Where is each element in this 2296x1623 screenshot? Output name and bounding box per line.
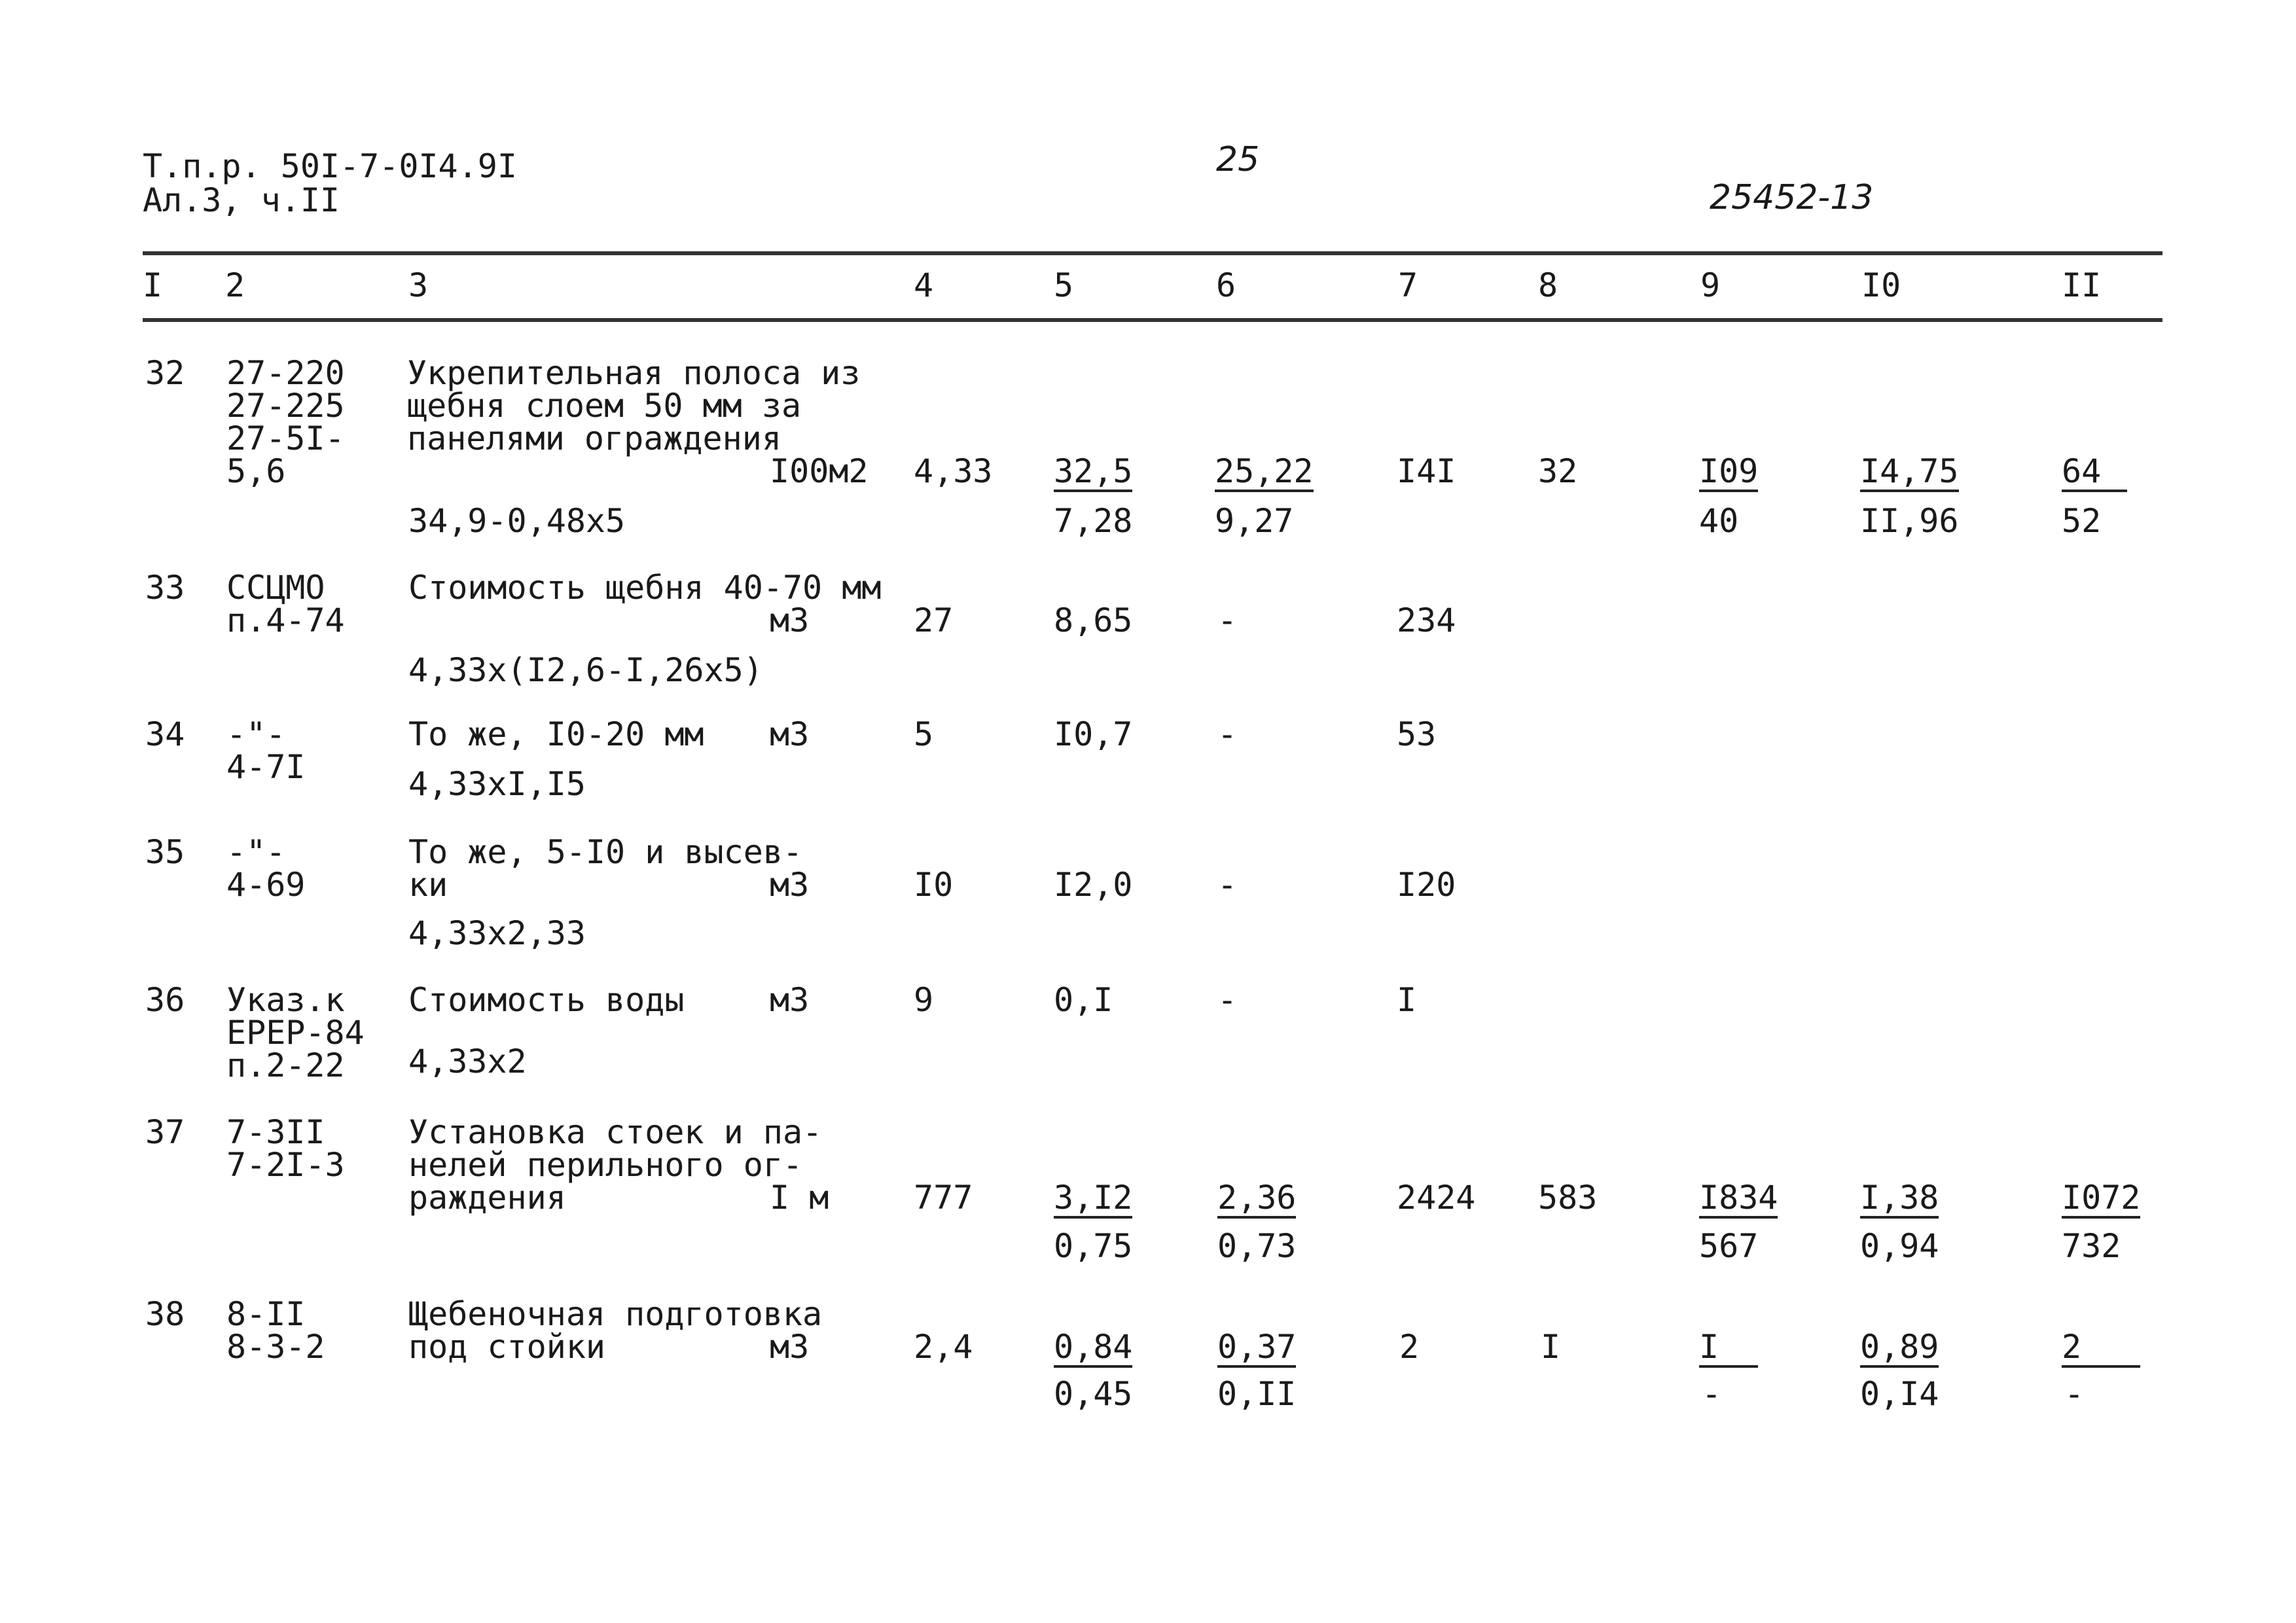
unit-cost: 3,I2 [1054, 1181, 1132, 1219]
unit-machine-cost: - [1217, 715, 1238, 753]
norm-code: 8-II [226, 1295, 306, 1333]
unit: I00м2 [770, 452, 869, 490]
norm-code: -"- [226, 715, 286, 753]
album-part: Ал.3, ч.II [143, 181, 340, 219]
row-number: 34 [145, 715, 185, 753]
total-machine-wage: 567 [1699, 1227, 1759, 1265]
col-header-1: I [143, 266, 163, 304]
col-header-8: 8 [1538, 266, 1558, 304]
quantity: 2,4 [914, 1328, 973, 1366]
unit: м3 [770, 866, 810, 904]
total-machine-wage: 40 [1699, 502, 1739, 540]
unit: м3 [770, 981, 810, 1019]
total-cost: 2424 [1397, 1179, 1476, 1217]
work-description: То же, I0-20 мм [408, 715, 704, 753]
quantity: 9 [914, 981, 934, 1019]
table-header-rule [143, 318, 2162, 322]
unit-cost: 8,65 [1054, 601, 1133, 639]
unit-machine-cost: - [1217, 601, 1238, 639]
unit-machine-cost: 2,36 [1217, 1181, 1296, 1219]
doc-reference: Т.п.р. 50I-7-0I4.9I [143, 147, 517, 185]
col-header-10: I0 [1861, 266, 1901, 304]
norm-code: 27-225 [226, 387, 345, 425]
col-header-9: 9 [1700, 266, 1721, 304]
row-number: 35 [145, 833, 185, 871]
unit-machine-wage: 9,27 [1215, 502, 1294, 540]
doc-number: 25452-13 [1710, 178, 1874, 217]
total-cost: I20 [1397, 866, 1456, 904]
col-header-2: 2 [225, 266, 245, 304]
norm-code: Указ.к [226, 981, 345, 1019]
unit-cost: 0,I [1054, 981, 1113, 1019]
norm-code: 27-5I- [226, 419, 345, 457]
quantity-formula: 4,33х2 [408, 1043, 527, 1080]
unit-machine-cost: - [1217, 981, 1238, 1019]
work-description: ки [408, 866, 448, 904]
total-machine-wage: - [1702, 1375, 1722, 1413]
quantity: 5 [914, 715, 934, 753]
quantity-formula: 4,33хI,I5 [408, 765, 586, 803]
col-header-5: 5 [1054, 266, 1074, 304]
total-cost: 2 [1399, 1328, 1420, 1366]
col-header-6: 6 [1216, 266, 1236, 304]
labor-total-machine: 52 [2062, 502, 2102, 540]
norm-code: ССЦМО [226, 569, 325, 607]
quantity: 27 [914, 601, 954, 639]
labor-total: 64 [2062, 454, 2127, 492]
col-header-7: 7 [1398, 266, 1418, 304]
labor-unit: 0,89 [1860, 1330, 1939, 1368]
norm-code: п.2-22 [226, 1046, 345, 1084]
labor-unit-machine: 0,94 [1860, 1227, 1939, 1265]
unit-machine-wage: 0,II [1217, 1375, 1297, 1413]
work-description: То же, 5-I0 и высев- [408, 833, 803, 871]
total-cost: I4I [1397, 452, 1456, 490]
total-machine-cost: I834 [1699, 1181, 1778, 1219]
labor-total: 2 [2062, 1330, 2140, 1368]
work-description: Установка стоек и па- [408, 1113, 823, 1151]
unit-cost: 0,84 [1054, 1330, 1132, 1368]
unit-cost: I0,7 [1054, 715, 1133, 753]
norm-code: 4-7I [226, 748, 306, 786]
unit-machine-wage: 0,73 [1217, 1227, 1297, 1265]
quantity: 777 [914, 1179, 973, 1217]
unit-cost-wage: 7,28 [1054, 502, 1133, 540]
unit-cost-wage: 0,45 [1054, 1375, 1133, 1413]
work-description: Щебеночная подготовка [408, 1295, 823, 1333]
col-header-11: II [2062, 266, 2102, 304]
row-number: 38 [145, 1295, 185, 1333]
page-number: 25 [1216, 140, 1260, 179]
row-number: 32 [145, 354, 185, 392]
norm-code: 7-2I-3 [226, 1146, 345, 1184]
unit: м3 [770, 715, 810, 753]
work-description: под стойки [408, 1328, 606, 1366]
unit-machine-cost: - [1217, 866, 1238, 904]
norm-code: ЕРЕР-84 [226, 1014, 365, 1052]
unit-cost: 32,5 [1054, 454, 1132, 492]
norm-code: -"- [226, 833, 286, 871]
row-number: 37 [145, 1113, 185, 1151]
unit-cost: I2,0 [1054, 866, 1133, 904]
table-top-rule [143, 251, 2162, 255]
total-wage: 583 [1538, 1179, 1598, 1217]
total-wage: I [1541, 1328, 1561, 1366]
norm-code: 8-3-2 [226, 1328, 325, 1366]
norm-code: 7-3II [226, 1113, 325, 1151]
unit-cost-wage: 0,75 [1054, 1227, 1133, 1265]
quantity-formula: 34,9-0,48х5 [408, 502, 626, 540]
unit: I м [770, 1179, 829, 1217]
total-machine-cost: I [1699, 1330, 1758, 1368]
labor-total-machine: - [2064, 1375, 2085, 1413]
labor-unit-machine: II,96 [1860, 502, 1959, 540]
norm-code: 4-69 [226, 866, 306, 904]
unit: м3 [770, 601, 810, 639]
row-number: 36 [145, 981, 185, 1019]
total-cost: 234 [1397, 601, 1456, 639]
work-description: раждения [408, 1179, 566, 1217]
labor-total: I072 [2062, 1181, 2140, 1219]
norm-code: п.4-74 [226, 601, 345, 639]
quantity-formula: 4,33х(I2,6-I,26х5) [408, 651, 763, 689]
labor-unit: I4,75 [1860, 454, 1959, 492]
labor-unit: I,38 [1860, 1181, 1939, 1219]
col-header-3: 3 [408, 266, 429, 304]
unit-machine-cost: 25,22 [1215, 454, 1314, 492]
col-header-4: 4 [914, 266, 934, 304]
total-machine-cost: I09 [1699, 454, 1758, 492]
norm-code: 5,6 [226, 452, 286, 490]
unit: м3 [770, 1328, 810, 1366]
total-cost: 53 [1397, 715, 1437, 753]
work-description: Стоимость воды [408, 981, 685, 1019]
quantity-formula: 4,33х2,33 [408, 914, 586, 952]
labor-unit-machine: 0,I4 [1860, 1375, 1939, 1413]
unit-machine-cost: 0,37 [1217, 1330, 1296, 1368]
work-description: панелями ограждения [407, 419, 781, 457]
total-wage: 32 [1538, 452, 1578, 490]
total-cost: I [1397, 981, 1417, 1019]
work-description: нелей перильного ог- [408, 1146, 803, 1184]
row-number: 33 [145, 569, 185, 607]
quantity: 4,33 [914, 452, 993, 490]
work-description: Стоимость щебня 40-70 мм [408, 569, 882, 607]
work-description: щебня слоем 50 мм за [407, 387, 802, 425]
norm-code: 27-220 [226, 354, 345, 392]
labor-total-machine: 732 [2062, 1227, 2121, 1265]
quantity: I0 [914, 866, 954, 904]
work-description: Укрепительная полоса из [407, 354, 861, 392]
